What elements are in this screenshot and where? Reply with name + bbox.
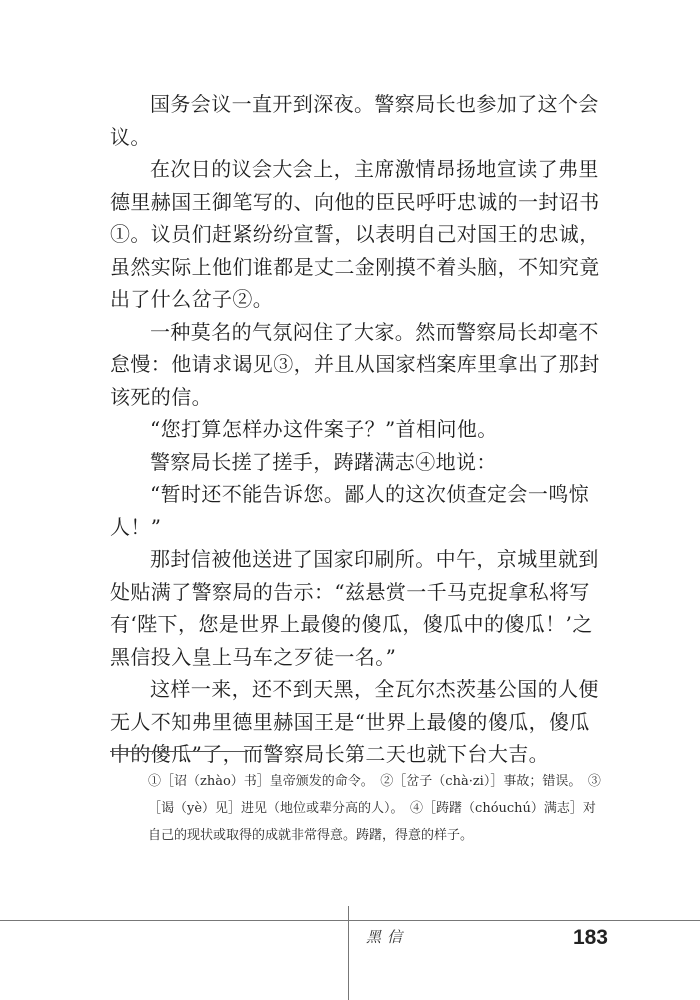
footnote-divider — [110, 751, 248, 752]
paragraph: “暂时还不能告诉您。鄙人的这次侦查定会一鸣惊人！” — [110, 482, 590, 539]
running-title: 黑信 — [366, 928, 409, 946]
main-text — [110, 88, 608, 771]
paragraph: 国务会议一直开到深夜。警察局长也参加了这个会议。 — [110, 92, 599, 149]
paragraph: 那封信被他送进了国家印刷所。中午，京城里就到处贴满了警察局的告示：“兹悬赏一千马克捉拿私将写有‘陛下，您是世界上最傻的傻瓜，傻瓜中的傻瓜！’之黑信投入皇上马车之歹徒一名。” — [110, 547, 599, 669]
paragraph: 警察局长搓了搓手，踌躇满志④地说： — [150, 449, 497, 474]
paragraph: 在次日的议会大会上，主席激情昂扬地宣读了弗里德里赫国王御笔写的、向他的臣民呼吁忠诚的一封诏书①。议员们赶紧纷纷宣誓，以表明自己对国王的忠诚，虽然实际上他们谁都是丈二金刚摸不着头脑，不知究竟出了什么岔子②。 — [110, 157, 600, 311]
paragraph: “您打算怎样办这件案子？”首相问他。 — [150, 417, 498, 441]
footer-rule — [0, 920, 700, 921]
footnotes — [148, 768, 608, 849]
footer-vertical-rule — [348, 906, 349, 1000]
footnote-text: ①［诏（zhào）书］皇帝颁发的命令。 ②［岔子（chà·zi）］事故；错误。 ③［谒（yè）见］进见（地位或辈分高的人）。 ④［踌躇（chóuchú）满志］对自己的现状或取得的成就非常得意。踌躇，得意的样子。 — [148, 774, 601, 843]
page-number: 183 — [572, 926, 608, 949]
paragraph: 这样一来，还不到天黑，全瓦尔杰茨基公国的人便无人不知弗里德里赫国王是“世界上最傻的傻瓜，傻瓜中的傻瓜”了，而警察局长第二天也就下台大吉。 — [110, 677, 599, 766]
paragraph: 一种莫名的气氛闷住了大家。然而警察局长却毫不怠慢：他请求谒见③，并且从国家档案库里拿出了那封该死的信。 — [110, 319, 600, 409]
